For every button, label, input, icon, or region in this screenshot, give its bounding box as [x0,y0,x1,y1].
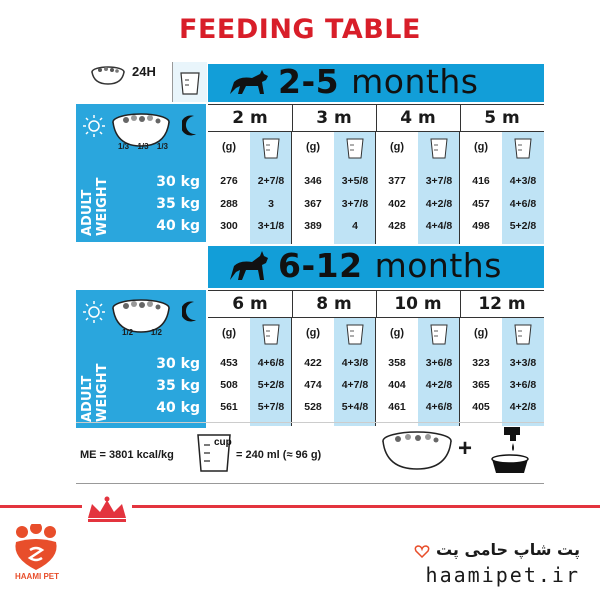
fraction-2: 1/3 [137,142,149,151]
grams-value: 367 [304,198,322,210]
column-header: 5 m [484,108,520,128]
left-panel-2 [76,290,206,428]
period-header [76,56,206,104]
weight-35: 35 kg [156,196,200,212]
cups-value: 3+6/8 [425,357,453,369]
feeding-grid-2-5 [208,104,544,243]
moon-icon [182,300,200,322]
table-column [376,291,460,425]
column-header: 8 m [292,291,377,317]
footer-info [76,422,544,484]
band-6-12-months [208,246,544,288]
cups-value: 5+2/8 [509,220,537,232]
grams-label: (g) [305,327,321,339]
grams-value: 288 [220,198,238,210]
band-months-number: 6-12 [278,246,363,285]
grams-value: 422 [304,357,322,369]
moon-icon [182,114,200,136]
grams-value: 428 [388,220,406,232]
column-header: 3 m [292,105,377,131]
grams-value: 457 [472,198,490,210]
grams-value: 498 [472,220,490,232]
cup-icon [514,323,532,345]
fraction-3: 1/3 [156,142,168,151]
table-column [460,291,544,425]
cups-value: 3+5/8 [341,175,369,187]
cups-value: 4+2/8 [425,198,453,210]
weight-40: 40 kg [156,400,200,416]
fraction-1: 1/2 [122,328,134,337]
water-tap-bowl-icon [484,425,534,477]
sun-icon [82,114,106,138]
grams-value: 276 [220,175,238,187]
grams-value: 389 [304,220,322,232]
cups-value: 2+7/8 [257,175,285,187]
grams-value: 365 [472,379,490,391]
grams-label: (g) [221,327,237,339]
haami-pet-logo-icon [10,524,64,572]
grams-label: (g) [389,327,405,339]
cup-icon [179,70,201,96]
table-column [208,291,292,425]
column-header: 4 m [376,105,461,131]
band-months-word: months [374,246,502,285]
axis-label-line2: WEIGHT [95,177,110,236]
cups-value: 3+7/8 [425,175,453,187]
feeding-grid-6-12 [208,290,544,425]
cups-value: 5+2/8 [257,379,285,391]
column-header: 12 m [478,294,526,314]
grams-label: (g) [473,327,489,339]
cups-value: 3+1/8 [257,220,285,232]
cups-value: 4+4/8 [425,220,453,232]
axis-label-line1: ADULT [80,189,95,236]
weight-40: 40 kg [156,218,200,234]
cups-value: 4+3/8 [509,175,537,187]
grams-label: (g) [473,141,489,153]
cups-value: 3+3/8 [509,357,537,369]
food-bowl-icon [88,64,128,86]
puppy-dog-icon [226,68,272,100]
haami-pet-logo-text: HAAMI PET [15,572,59,581]
measuring-cup-label: cup [214,437,232,448]
grams-value: 300 [220,220,238,232]
band-2-5-months [208,64,544,102]
brand-url: haamipet.ir [425,563,580,587]
cups-value: 3+6/8 [509,379,537,391]
weight-35: 35 kg [156,378,200,394]
grams-value: 461 [388,401,406,413]
grams-value: 402 [388,198,406,210]
cup-icon [430,137,448,159]
grams-value: 377 [388,175,406,187]
table-column [460,105,544,243]
column-header: 2 m [208,105,293,131]
cup-icon [430,323,448,345]
food-bowl-footer-icon [378,429,456,473]
grams-label: (g) [221,141,237,153]
cups-value: 4+7/8 [341,379,369,391]
brand-name-persian: پت شاپ حامی پت [414,540,580,559]
left-panel-1 [76,104,206,242]
grams-value: 346 [304,175,322,187]
grams-value: 508 [220,379,238,391]
fraction-1: 1/3 [118,142,130,151]
grams-value: 474 [304,379,322,391]
adult-dog-icon [226,250,272,286]
cup-icon [262,137,280,159]
cup-icon [346,323,364,345]
cups-value: 3 [268,198,274,210]
header-divider [208,131,544,132]
band-months-number: 2-5 [278,62,340,101]
period-label: 24H [132,64,156,79]
page-title: FEEDING TABLE [179,14,421,45]
sun-icon [82,300,106,324]
table-column [208,105,292,243]
cup-icon [514,137,532,159]
cups-value: 4+6/8 [257,357,285,369]
crown-logo-icon [82,494,132,524]
cups-value: 4 [352,220,358,232]
fraction-row-2 [122,328,162,337]
cups-value: 5+4/8 [341,401,369,413]
cups-value: 4+6/8 [425,401,453,413]
grams-value: 528 [304,401,322,413]
weight-30: 30 kg [156,174,200,190]
grams-label: (g) [389,141,405,153]
table-column [292,291,376,425]
heart-paw-icon [414,544,430,558]
cups-value: 5+7/8 [257,401,285,413]
cups-value: 4+2/8 [509,401,537,413]
table-column [376,105,460,243]
grams-value: 405 [472,401,490,413]
axis-label-line2: WEIGHT [95,363,110,422]
grams-label: (g) [305,141,321,153]
cup-icon [346,137,364,159]
cups-value: 4+3/8 [341,357,369,369]
header-divider [208,317,544,318]
column-header: 10 m [376,291,461,317]
plus-sign: + [458,435,473,462]
fraction-row-1 [118,142,168,151]
cup-icon [262,323,280,345]
grams-value: 358 [388,357,406,369]
grams-value: 416 [472,175,490,187]
cup-equivalence: = 240 ml (≈ 96 g) [236,449,322,461]
grams-value: 561 [220,401,238,413]
cups-value: 4+6/8 [509,198,537,210]
table-column [292,105,376,243]
fraction-2: 1/2 [150,328,162,337]
column-header: 6 m [208,291,293,317]
grams-value: 323 [472,357,490,369]
grams-value: 404 [388,379,406,391]
band-months-word: months [351,62,479,101]
grams-value: 453 [220,357,238,369]
weight-30: 30 kg [156,356,200,372]
cups-value: 4+2/8 [425,379,453,391]
axis-label-line1: ADULT [80,375,95,422]
cups-value: 3+7/8 [341,198,369,210]
measuring-cup-icon [196,431,234,473]
metabolizable-energy: ME = 3801 kcal/kg [80,449,174,461]
